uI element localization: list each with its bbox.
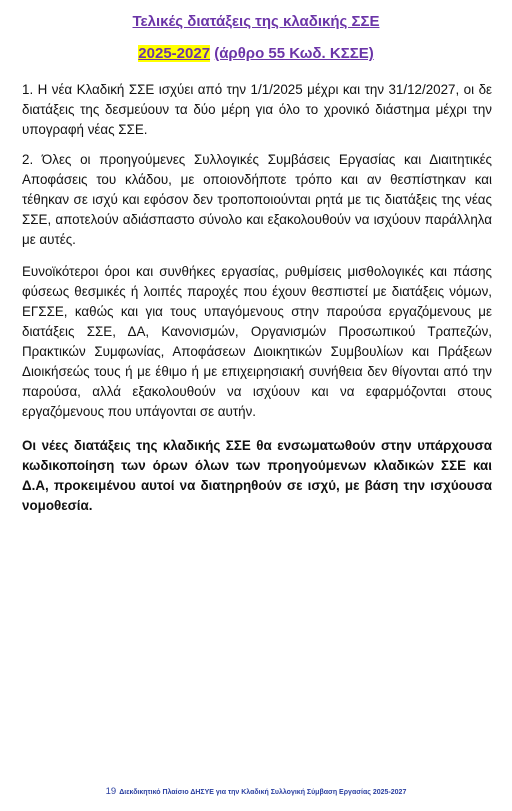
subtitle-years: 2025-2027 — [138, 45, 211, 62]
paragraph-4-bold: Οι νέες διατάξεις της κλαδικής ΣΣΕ θα ενσωματωθούν στην υπάρχουσα κωδικοποίηση των όρων όλων των προηγούμενων κλαδικών ΣΣΕ και Δ.Α, προκειμένου αυτοί να διατηρηθούν σε ισχύ, με βάση την ισχύουσα νομοθεσία. — [22, 438, 492, 513]
footer-text: Διεκδικητικό Πλαίσιο ΔΗΣΥΕ για την Κλαδική Συλλογική Σύμβαση Εργασίας 2025-2027 — [119, 789, 407, 796]
document-title: Τελικές διατάξεις της κλαδικής ΣΣΕ — [132, 13, 380, 30]
page-footer — [0, 787, 512, 798]
paragraph-2: 2. Όλες οι προηγούμενες Συλλογικές Συμβάσεις Εργασίας και Διαιτητικές Αποφάσεις του κλάδου, με οποιονδήποτε τρόπο και αν θεσπίστηκαν και τέθηκαν σε ισχύ και εφόσον δεν τροποποιούνται ρητά με τις διατάξεις της νέας ΣΣΕ, αποτελούν αδιάσπαστο σύνολο και εξακολουθούν να ισχύουν παράλληλα με αυτές. — [22, 152, 492, 247]
document-subtitle — [0, 44, 512, 64]
paragraph-3: Ευνοϊκότεροι όροι και συνθήκες εργασίας, ρυθμίσεις μισθολογικές και πάσης φύσεως θεσμικές ή λοιπές παροχές που έχουν θεσπιστεί με διατάξεις νόμων, ΕΓΣΣΕ, καθώς και για τους υπαγόμενους στην παρούσα εργαζόμενους με διατάξεις ΣΣΕ, ΔΑ, Κανονισμών, Οργανισμών Προσωπικού Τραπεζών, Πρακτικών Συμφωνίας, Αποφάσεων Διοικητικών Συμβουλίων και Πράξεων Διοικήσεώς τους ή με έθιμο ή με επιχειρησιακή συνήθεια δεν θίγονται από την παρούσα, αλλά εξακολουθούν να ισχύουν και να εφαρμόζονται στους εργαζόμενους που υπάγονται σε αυτήν. — [22, 264, 492, 419]
page-number: 19 — [105, 786, 117, 797]
subtitle-article: (άρθρο 55 Κωδ. ΚΣΣΕ) — [214, 45, 374, 62]
paragraph-1: 1. Η νέα Κλαδική ΣΣΕ ισχύει από την 1/1/2025 μέχρι και την 31/12/2027, οι δε διατάξεις της δεσμεύουν τα δύο μέρη για όλο το χρονικό διάστημα μέχρι την υπογραφή νέας ΣΣΕ. — [22, 82, 492, 137]
